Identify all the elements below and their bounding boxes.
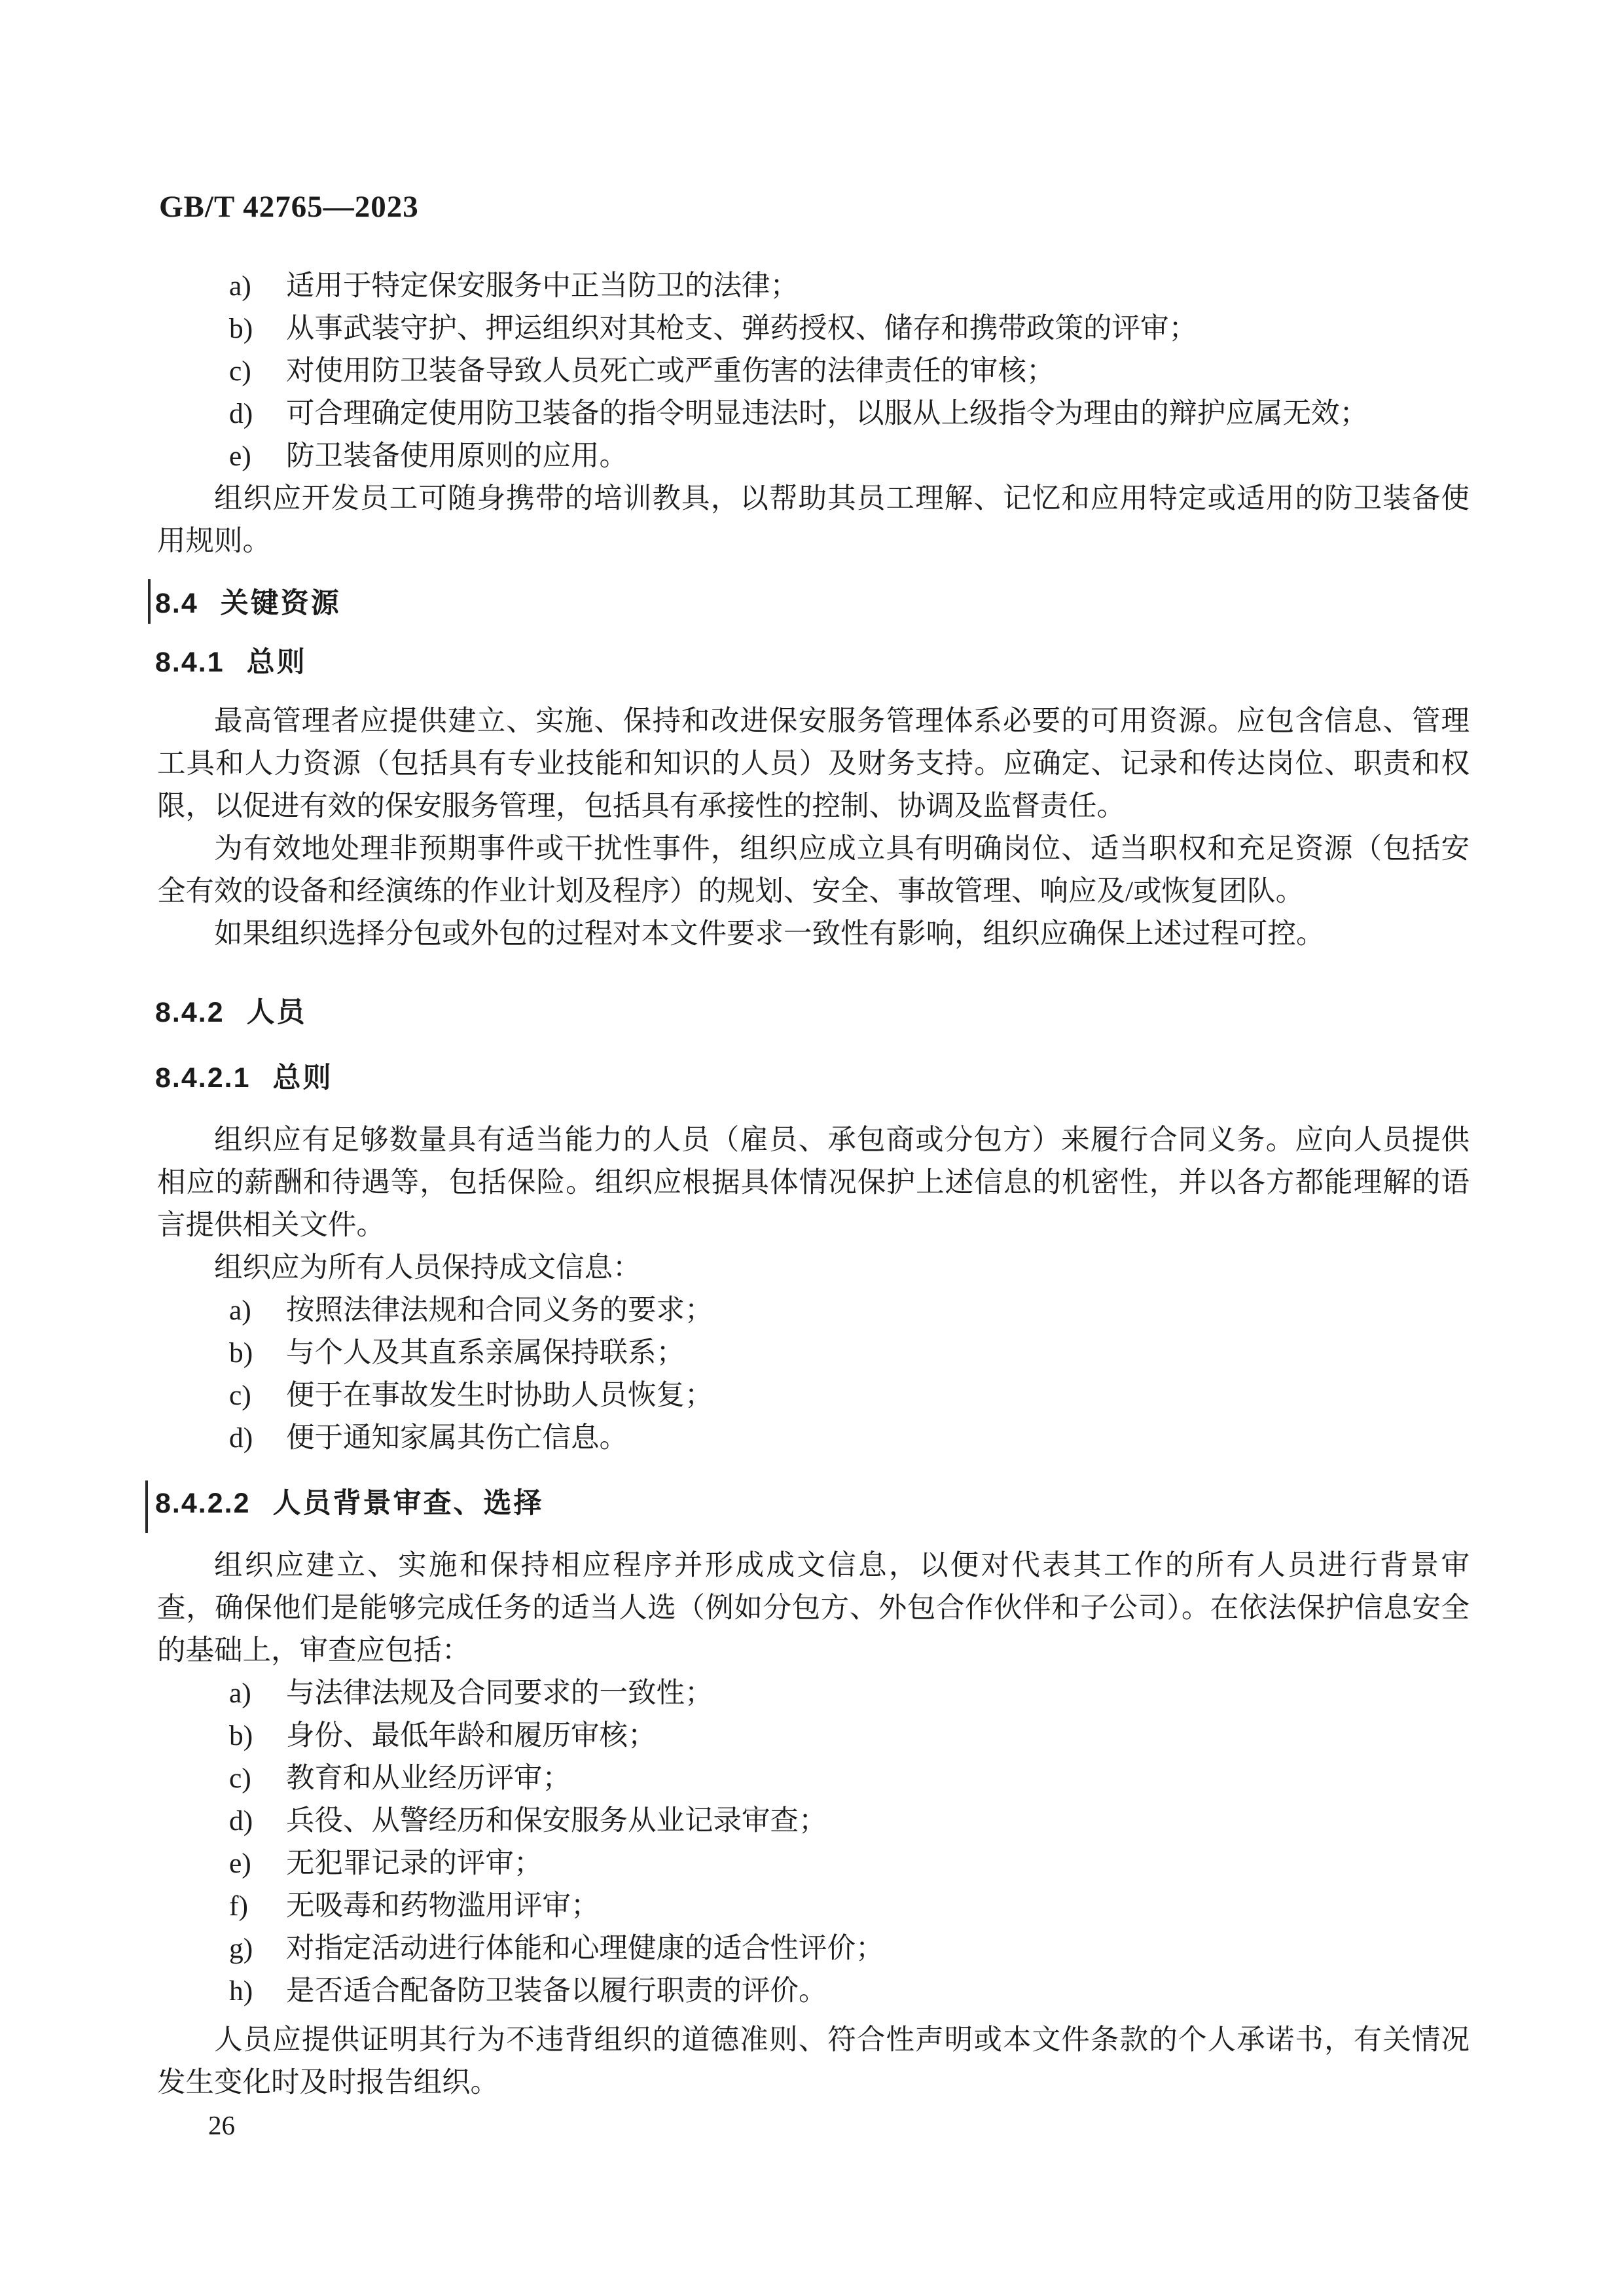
- paragraph-line: 用规则。: [157, 526, 271, 557]
- heading-number: 8.4.1: [155, 647, 225, 678]
- heading-8-4-2: [155, 992, 307, 1034]
- paragraph-commitment: [157, 2019, 1470, 2104]
- list-item-text: 无犯罪记录的评审；: [286, 1848, 543, 1879]
- paragraph-line: 人员应提供证明其行为不违背组织的道德准则、符合性声明或本文件条款的个人承诺书，有关情况: [214, 2024, 1470, 2056]
- list-item-label: c): [229, 1380, 251, 1411]
- paragraph-documented-info-intro: [157, 1247, 1470, 1289]
- paragraph-line: 发生变化时及时报告组织。: [157, 2067, 499, 2098]
- paragraph-background-review: [157, 1545, 1470, 1672]
- document-number: GB/T 42765—2023: [159, 190, 419, 224]
- list-item-text: 教育和从业经历评审；: [286, 1763, 571, 1794]
- list-documented-info: [157, 1289, 1470, 1460]
- heading-title: 人员: [246, 997, 307, 1028]
- list-item: [157, 1672, 1470, 1715]
- heading-8-4: [155, 583, 341, 625]
- paragraph-line: 全有效的设备和经演练的作业计划及程序）的规划、安全、事故管理、响应及/或恢复团队。: [157, 876, 1305, 907]
- change-marker-bar: [145, 1480, 148, 1533]
- heading-8-4-2-2: [155, 1482, 544, 1525]
- paragraph-line: 言提供相关文件。: [157, 1210, 385, 1241]
- list-item-label: b): [229, 1337, 253, 1369]
- list-item-label: d): [229, 398, 253, 429]
- list-item-text: 与法律法规及合同要求的一致性；: [286, 1677, 713, 1709]
- list-item-label: h): [229, 1975, 253, 2007]
- list-item-text: 身份、最低年龄和履历审核；: [286, 1720, 657, 1751]
- list-item-label: e): [229, 1848, 251, 1879]
- list-item-text: 便于通知家属其伤亡信息。: [286, 1422, 628, 1454]
- list-item-text: 与个人及其直系亲属保持联系；: [286, 1337, 685, 1369]
- list-item: [157, 350, 1470, 393]
- paragraph-line: 如果组织选择分包或外包的过程对本文件要求一致性有影响，组织应确保上述过程可控。: [214, 918, 1325, 950]
- list-item-label: a): [229, 270, 251, 302]
- list-item: [157, 1842, 1470, 1885]
- list-item-label: e): [229, 440, 251, 472]
- list-item-text: 按照法律法规和合同义务的要求；: [286, 1295, 713, 1326]
- paragraph-training-aids: [157, 478, 1470, 563]
- list-item-label: f): [229, 1890, 248, 1922]
- list-item: [157, 265, 1470, 308]
- list-item-label: b): [229, 1720, 253, 1751]
- paragraph-resources-3: [157, 913, 1470, 956]
- list-item-text: 可合理确定使用防卫装备的指令明显违法时，以服从上级指令为理由的辩护应属无效；: [286, 398, 1368, 429]
- list-item-text: 从事武装守护、押运组织对其枪支、弹药授权、储存和携带政策的评审；: [286, 313, 1197, 344]
- paragraph-line: 最高管理者应提供建立、实施、保持和改进保安服务管理体系必要的可用资源。应包含信息、管理: [214, 706, 1470, 737]
- list-item: [157, 393, 1470, 435]
- list-item-label: c): [229, 355, 251, 387]
- list-item-label: d): [229, 1805, 253, 1837]
- list-item-label: g): [229, 1933, 253, 1964]
- paragraph-line: 组织应有足够数量具有适当能力的人员（雇员、承包商或分包方）来履行合同义务。应向人员提供: [214, 1124, 1470, 1156]
- list-item-text: 适用于特定保安服务中正当防卫的法律；: [286, 270, 799, 302]
- list-item: [157, 1885, 1470, 1928]
- list-item: [157, 1417, 1470, 1460]
- page-number: 26: [208, 2110, 235, 2140]
- paragraph-line: 组织应建立、实施和保持相应程序并形成成文信息，以便对代表其工作的所有人员进行背景审: [214, 1550, 1470, 1581]
- list-item-text: 是否适合配备防卫装备以履行职责的评价。: [286, 1975, 827, 2007]
- paragraph-line: 相应的薪酬和待遇等，包括保险。组织应根据具体情况保护上述信息的机密性，并以各方都能理解的语: [157, 1167, 1470, 1198]
- list-item: [157, 308, 1470, 350]
- heading-number: 8.4: [155, 588, 198, 619]
- paragraph-personnel: [157, 1119, 1470, 1247]
- list-item-label: b): [229, 313, 253, 344]
- list-item: [157, 1757, 1470, 1800]
- list-item-label: a): [229, 1295, 251, 1326]
- list-item: [157, 1374, 1470, 1417]
- heading-title: 人员背景审查、选择: [272, 1488, 544, 1519]
- heading-title: 总则: [246, 647, 307, 678]
- paragraph-line: 为有效地处理非预期事件或干扰性事件，组织应成立具有明确岗位、适当职权和充足资源（包括安: [214, 833, 1470, 865]
- paragraph-line: 查，确保他们是能够完成任务的适当人选（例如分包方、外包合作伙伴和子公司）。在依法保护信息安全: [157, 1592, 1470, 1624]
- list-item-text: 兵役、从警经历和保安服务从业记录审查；: [286, 1805, 827, 1837]
- heading-number: 8.4.2.1: [155, 1062, 251, 1094]
- change-marker-bar: [148, 579, 151, 624]
- list-background-review: [157, 1672, 1470, 2013]
- list-item-label: d): [229, 1422, 253, 1454]
- list-item-text: 便于在事故发生时协助人员恢复；: [286, 1380, 713, 1411]
- paragraph-line: 工具和人力资源（包括具有专业技能和知识的人员）及财务支持。应确定、记录和传达岗位、职责和权: [157, 748, 1470, 780]
- list-item: [157, 1289, 1470, 1332]
- list-defense-law: [157, 265, 1470, 478]
- list-item: [157, 1332, 1470, 1374]
- paragraph-line: 组织应为所有人员保持成文信息：: [214, 1252, 641, 1283]
- heading-8-4-2-1: [155, 1057, 333, 1100]
- paragraph-line: 的基础上，审查应包括：: [157, 1635, 471, 1666]
- list-item-label: c): [229, 1763, 251, 1794]
- list-item: [157, 435, 1470, 478]
- paragraph-line: 限，以促进有效的保安服务管理，包括具有承接性的控制、协调及监督责任。: [157, 791, 1125, 822]
- list-item-text: 对使用防卫装备导致人员死亡或严重伤害的法律责任的审核；: [286, 355, 1055, 387]
- list-item: [157, 1970, 1470, 2013]
- list-item: [157, 1715, 1470, 1757]
- list-item-text: 防卫装备使用原则的应用。: [286, 440, 628, 472]
- list-item-label: a): [229, 1677, 251, 1709]
- paragraph-resources-1: [157, 700, 1470, 828]
- paragraph-line: 组织应开发员工可随身携带的培训教具，以帮助其员工理解、记忆和应用特定或适用的防卫装备使: [214, 483, 1470, 514]
- heading-title: 关键资源: [220, 588, 341, 619]
- heading-number: 8.4.2: [155, 997, 225, 1028]
- heading-title: 总则: [272, 1062, 333, 1094]
- list-item-text: 对指定活动进行体能和心理健康的适合性评价；: [286, 1933, 884, 1964]
- paragraph-resources-2: [157, 828, 1470, 913]
- heading-number: 8.4.2.2: [155, 1488, 251, 1519]
- list-item-text: 无吸毒和药物滥用评审；: [286, 1890, 600, 1922]
- heading-8-4-1: [155, 641, 307, 684]
- list-item: [157, 1800, 1470, 1842]
- list-item: [157, 1928, 1470, 1970]
